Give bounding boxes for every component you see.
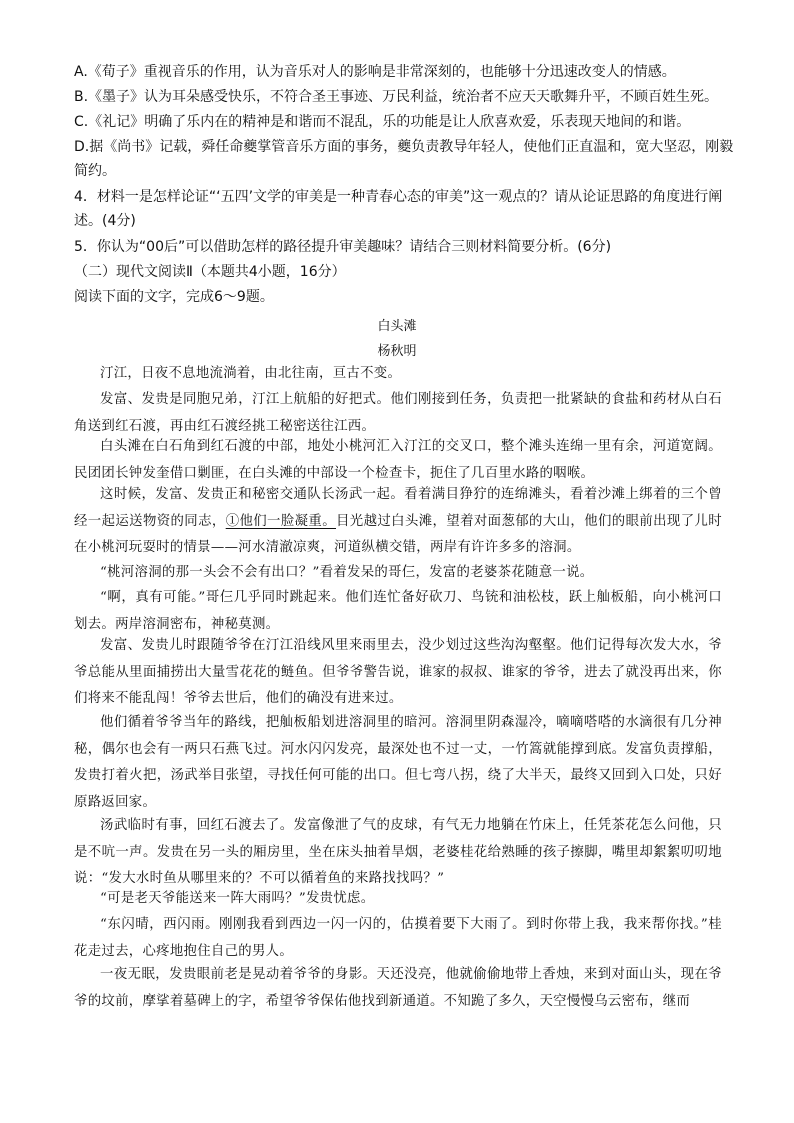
- paragraph-2: 发富、发贵是同胞兄弟，汀江上航船的好把式。他们刚接到任务，负责把一批紧缺的食盐和药材从白石角送到红石渡，再由红石渡经挑工秘密送往江西。: [74, 392, 722, 434]
- story-title: 白头滩: [377, 319, 417, 334]
- question-5: 5．你认为“00后”可以借助怎样的路径提升审美趣味？请结合三则材料简要分析。(6分): [74, 239, 612, 255]
- option-c: C.《礼记》明确了乐内在的精神是和谐而不混乱，乐的功能是让人欣喜欢爱，乐表现天地间的和谐。: [74, 114, 691, 130]
- question-4: 4．材料一是怎样论证“‘五四’文学的审美是一种青春心态的审美”这一观点的？请从论证思路的角度进行阐述。(4分): [74, 189, 723, 229]
- paragraph-4-part-2: 目光越过白头滩，望着对面葱郁的大山，他们的眼前出现了儿时在小桃河玩耍时的情景——河水清澈凉爽，河道纵横交错，两岸有许许多多的溶洞。: [74, 513, 722, 555]
- paragraph-7: 发富、发贵儿时跟随爷爷在汀江沿线风里来雨里去，没少划过这些沟沟壑壑。他们记得每次发大水，爷爷总能从里面捕捞出大量雪花花的鲢鱼。但爷爷警告说，谁家的叔叔、谁家的爷爷，进去了就没再出来，你们将来不能乱闯！爷爷去世后，他们的确没有进来过。: [74, 638, 722, 706]
- story-author: 杨秋明: [377, 344, 417, 359]
- paragraph-1: 汀江，日夜不息地流淌着，由北往南，亘古不变。: [100, 366, 402, 381]
- paragraph-4-part-1: 这时候，发富、发贵正和秘密交通队长汤武一起。看着满目狰狞的连绵滩头，看着沙滩上绑着的三个曾经一起运送物资的同志，: [74, 487, 722, 529]
- paragraph-12: 一夜无眠，发贵眼前老是晃动着爷爷的身影。天还没亮，他就偷偷地带上香烛，来到对面山头，现在爷爷的坟前，摩挲着墓碑上的字，希望爷爷保佑他找到新通道。不知跪了多久，天空慢慢乌云密布，继而: [74, 967, 722, 1009]
- paragraph-8: 他们循着爷爷当年的路线，把舢板船划进溶洞里的暗河。溶洞里阴森湿冷，嘀嘀嗒嗒的水滴很有几分神秘，偶尔也会有一两只石燕飞过。河水闪闪发亮，最深处也不过一丈，一竹篙就能撑到底。发富负责撑船，发贵打着火把，汤武举目张望，寻找任何可能的出口。但七弯八拐，绕了大半天，最终又回到入口处，只好原路返回家。: [74, 715, 722, 810]
- paragraph-9: 汤武临时有事，回红石渡去了。发富像泄了气的皮球，有气无力地躺在竹床上，任凭茶花怎么问他，只是不吭一声。发贵在另一头的厢房里，坐在床头抽着旱烟，老婆桂花给熟睡的孩子擦脚，嘴里却絮絮叨叨地说：“发大水时鱼从哪里来的？不可以循着鱼的来路找找吗？”: [74, 818, 722, 886]
- option-b: B.《墨子》认为耳朵感受快乐，不符合圣王事迹、万民利益，统治者不应天天歌舞升平，不顾百姓生死。: [74, 89, 719, 105]
- paragraph-10: “可是老天爷能送来一阵大雨吗？”发贵忧虑。: [100, 891, 375, 906]
- paragraph-5: “桃河溶洞的那一头会不会有出口？”看着发呆的哥仨，发富的老婆茶花随意一说。: [100, 565, 594, 580]
- paragraph-11: “东闪晴，西闪雨。刚刚我看到西边一闪一闪的，估摸着要下大雨了。到时你带上我，我来帮你找。”桂花走过去，心疼地抱住自己的男人。: [74, 917, 722, 959]
- paragraph-3: 白头滩在白石角到红石渡的中部，地处小桃河汇入汀江的交叉口，整个滩头连绵一里有余，河道宽阔。民团团长钟发奎借口剿匪，在白头滩的中部设一个检查卡，扼住了几百里水路的咽喉。: [74, 439, 722, 481]
- option-d: D.据《尚书》记载，舜任命夔掌管音乐方面的事务，夔负责教导年轻人，使他们正直温和，宽大坚忍，刚毅简约。: [74, 139, 734, 179]
- section-heading: （二）现代文阅读Ⅱ（本题共4小题，16分）: [74, 264, 346, 280]
- paragraph-6: “啊，真有可能。”哥仨几乎同时跳起来。他们连忙备好砍刀、鸟铳和油松枝，跃上舢板船，向小桃河口划去。两岸溶洞密布，神秘莫测。: [74, 590, 722, 632]
- underlined-sentence-1: ①他们一脸凝重。: [225, 513, 336, 529]
- section-instruction: 阅读下面的文字，完成6～9题。: [74, 289, 274, 305]
- option-a: A.《荀子》重视音乐的作用，认为音乐对人的影响是非常深刻的，也能够十分迅速改变人的情感。: [74, 64, 676, 80]
- paragraph-4: [74, 482, 722, 562]
